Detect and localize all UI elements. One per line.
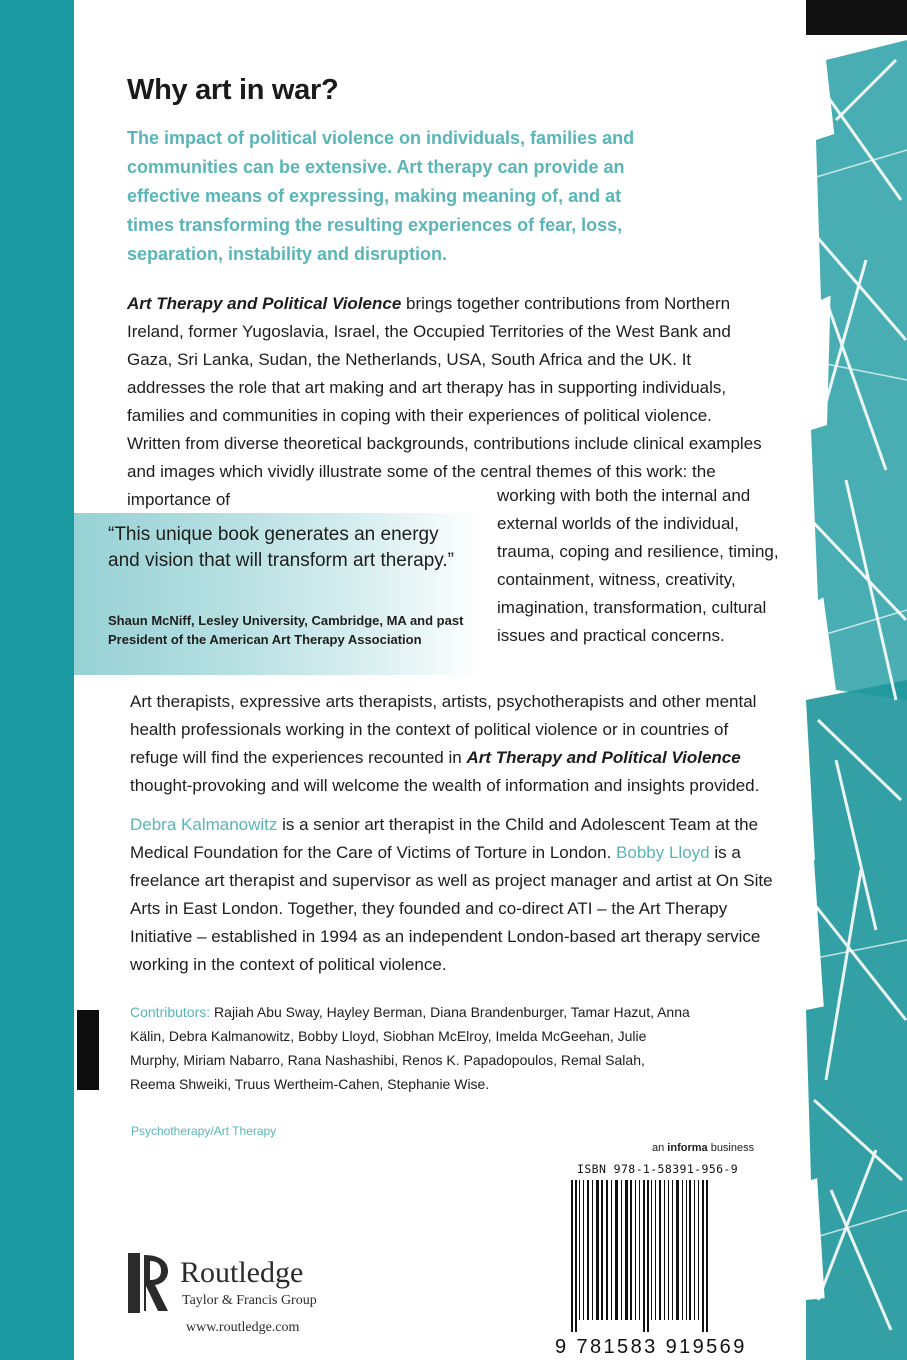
isbn-label: ISBN 978-1-58391-956-9: [577, 1162, 739, 1176]
intro-book-title: Art Therapy and Political Violence: [127, 294, 402, 313]
barcode-bar: [659, 1180, 661, 1320]
barcode-bar: [651, 1180, 652, 1320]
informa-tagline: [652, 1142, 754, 1154]
left-teal-band: [0, 0, 74, 1360]
subject-category: Psychotherapy/Art Therapy: [131, 1124, 277, 1138]
author-name-1: Debra Kalmanowitz: [130, 815, 278, 834]
barcode-bar: [596, 1180, 599, 1320]
barcode-bar: [676, 1180, 679, 1320]
barcode-bar: [686, 1180, 687, 1320]
author-name-2: Bobby Lloyd: [616, 843, 710, 862]
right-top-black-strip: [806, 0, 907, 35]
barcode-bar: [672, 1180, 673, 1320]
barcode-bar: [615, 1180, 618, 1320]
publisher-name: Routledge: [180, 1256, 304, 1289]
informa-suffix: business: [707, 1142, 755, 1154]
barcode-bar: [702, 1180, 704, 1332]
barcode-bar: [664, 1180, 665, 1320]
barcode-bar: [625, 1180, 628, 1320]
audience-paragraph: [130, 688, 780, 800]
audience-book-title: Art Therapy and Political Violence: [466, 748, 741, 767]
contributors-label: Contributors:: [130, 1004, 211, 1020]
barcode-bar: [698, 1180, 699, 1320]
author-bio-1: is a senior art therapist in the Child and Adolescent Team at the Medical Foundation for the Care of Victims of Torture in London.: [130, 815, 759, 862]
back-cover-heading: Why art in war?: [127, 74, 339, 106]
intro-text-left: brings together contributions from Northern Ireland, former Yugoslavia, Israel, the Occupied Territories of the West Bank and Gaza, Sri Lanka, Sudan, the Netherlands, USA, South Africa and the UK. It addresses the role that art making and art therapy has in supporting individuals, families and communities in coping with their experiences of political violence. Written from diverse theoretical backgrounds, contributions include clinical examples and images which vividly illustrate some of the central themes of this work: the importance of: [127, 294, 762, 509]
review-quote: “This unique book generates an energy and vision that will transform art therapy.”: [108, 524, 455, 571]
barcode-bar: [668, 1180, 669, 1320]
barcode-bar: [601, 1180, 603, 1320]
barcode-bar: [635, 1180, 636, 1320]
barcode-bar: [606, 1180, 608, 1320]
crayon-strokes: [806, 0, 907, 1360]
audience-text-before: Art therapists, expressive arts therapists, artists, psychotherapists and other mental health professionals working in the context of political violence or in countries of refuge will find the experiences recounted in: [130, 692, 757, 767]
quote-attribution: Shaun McNiff, Lesley University, Cambridge, MA and past President of the American Art Therapy Association: [108, 613, 464, 647]
barcode-icon: [567, 1180, 791, 1332]
author-bio-2: is a freelance art therapist and supervisor as well as project manager and artist at On Site Arts in East London. Together, they founded and co-direct ATI – the Art Therapy Initiative – established in 1994 as an independent London-based art therapy service working in the context of political violence.: [130, 843, 773, 974]
barcode-number: 9 781583 919569: [555, 1336, 747, 1358]
barcode-bar: [643, 1180, 645, 1332]
contributors-names: Rajiah Abu Sway, Hayley Berman, Diana Brandenburger, Tamar Hazut, Anna Kälin, Debra Kalmanowitz, Bobby Lloyd, Siobhan McElroy, Imelda McGeehan, Julie Murphy, Miriam Nabarro, Rana Nashashibi, Renos K. Papadopoulos, Remal Salah, Reema Shweiki, Truus Wertheim-Cahen, Stephanie Wise.: [130, 1004, 690, 1092]
barcode-bar: [647, 1180, 649, 1332]
right-crayon-artwork: [806, 0, 907, 1360]
intro-paragraph-continued: working with both the internal and external worlds of the individual, trauma, coping and resilience, timing, containment, witness, creativity, imagination, transformation, cultural issues and practical concerns.: [497, 486, 779, 645]
barcode-bar: [689, 1180, 691, 1320]
left-black-block: [77, 1010, 99, 1090]
authors-bio: [130, 811, 790, 979]
barcode-bar: [592, 1180, 593, 1320]
barcode-bar: [682, 1180, 683, 1320]
informa-brand: informa: [667, 1142, 708, 1154]
barcode-bar: [587, 1180, 589, 1320]
lead-paragraph: The impact of political violence on individuals, families and communities can be extensive. Art therapy can provide an effective means of expressing, making meaning of, and at times transforming the resulting experiences of fear, loss, separation, instability and disruption.: [127, 128, 635, 264]
barcode-bar: [655, 1180, 656, 1320]
barcode-bar: [630, 1180, 632, 1320]
contributors-list: [130, 1000, 690, 1096]
routledge-logo-icon: [128, 1253, 172, 1313]
barcode-bar: [694, 1180, 695, 1320]
publisher-group: Taylor & Francis Group: [182, 1293, 317, 1308]
informa-prefix: an: [652, 1142, 668, 1154]
barcode-bar: [571, 1180, 573, 1332]
barcode-bar: [621, 1180, 622, 1320]
barcode-bar: [579, 1180, 580, 1320]
barcode-bar: [611, 1180, 612, 1320]
barcode-bar: [706, 1180, 708, 1332]
barcode-bar: [639, 1180, 640, 1320]
audience-text-after: thought-provoking and will welcome the wealth of information and insights provided.: [130, 776, 760, 795]
intro-paragraph: [127, 290, 767, 514]
barcode-bar: [575, 1180, 577, 1332]
publisher-website[interactable]: www.routledge.com: [186, 1320, 300, 1335]
barcode-bar: [583, 1180, 584, 1320]
